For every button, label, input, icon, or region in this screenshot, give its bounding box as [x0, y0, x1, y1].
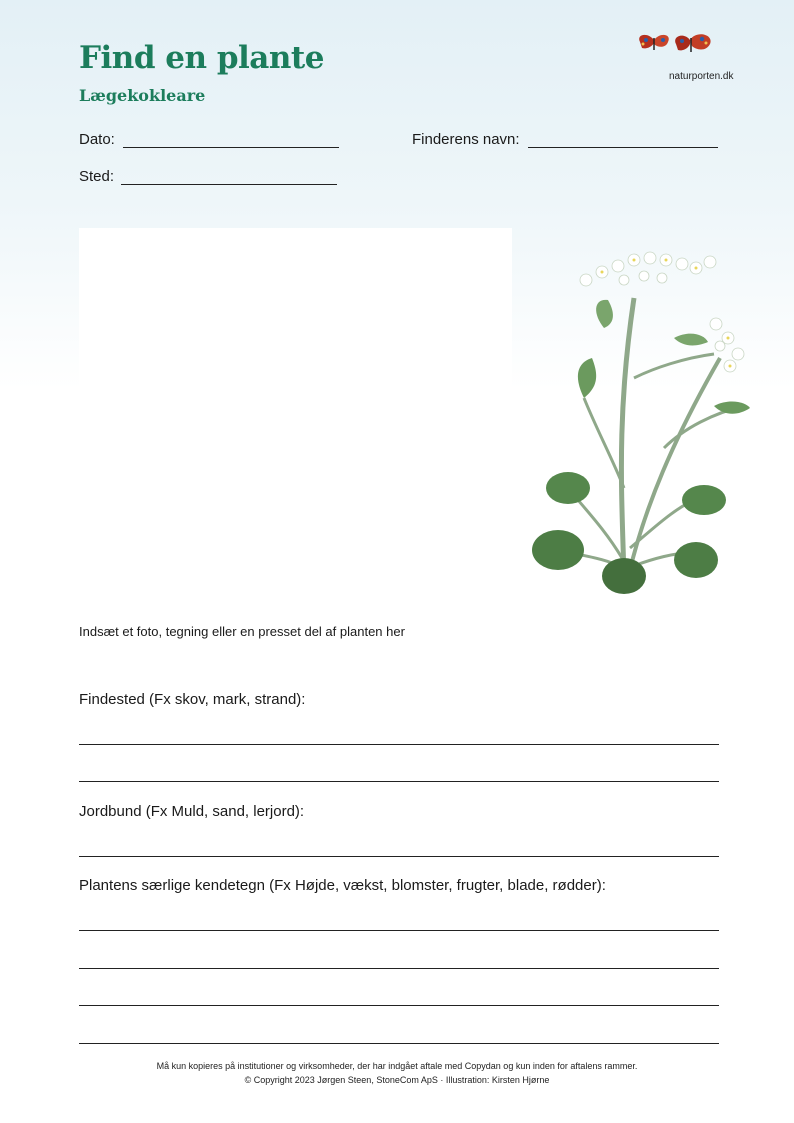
page-subtitle: Lægekokleare	[79, 86, 206, 105]
photo-insert-area[interactable]	[79, 228, 512, 613]
soil-line[interactable]	[79, 856, 719, 857]
place-label: Sted:	[79, 168, 115, 185]
footer-copyright: © Copyright 2023 Jørgen Steen, StoneCom ApS · Illustration: Kirsten Hjørne	[244, 1075, 550, 1085]
plant-illustration-icon	[524, 238, 768, 612]
features-line[interactable]	[79, 1005, 719, 1006]
features-label: Plantens særlige kendetegn (Fx Højde, vækst, blomster, frugter, blade, rødder):	[79, 877, 606, 894]
place-field[interactable]	[121, 184, 337, 185]
date-label: Dato:	[79, 131, 115, 148]
habitat-line[interactable]	[79, 744, 719, 745]
date-field[interactable]	[123, 147, 339, 148]
habitat-label: Findested (Fx skov, mark, strand):	[79, 691, 306, 708]
habitat-line[interactable]	[79, 781, 719, 782]
footer-license: Må kun kopieres på institutioner og virksomheder, der har indgået aftale med Copydan og kun inden for aftalens rammer.	[156, 1061, 638, 1071]
features-line[interactable]	[79, 968, 719, 969]
page-title: Find en plante	[79, 40, 324, 76]
features-line[interactable]	[79, 930, 719, 931]
features-line[interactable]	[79, 1043, 719, 1044]
finder-name-label: Finderens navn:	[412, 131, 520, 148]
soil-label: Jordbund (Fx Muld, sand, lerjord):	[79, 803, 305, 820]
site-name: naturporten.dk	[669, 71, 734, 82]
finder-name-field[interactable]	[528, 147, 718, 148]
butterflies-icon	[634, 28, 718, 62]
illustration-caption: Indsæt et foto, tegning eller en presset del af planten her	[79, 624, 405, 639]
